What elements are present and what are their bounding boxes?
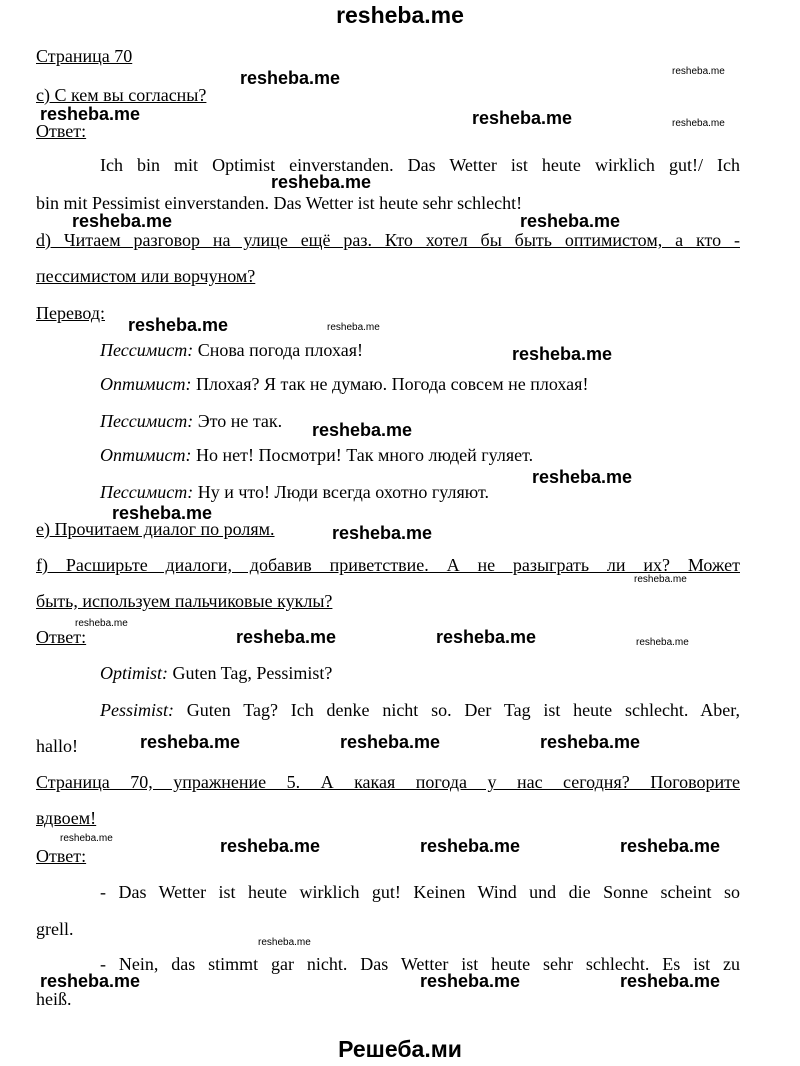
ex5-task-line: Страница 70, упражнение 5. А какая погода у нас сегодня? Поговорите	[36, 772, 740, 792]
ex5-answer-line: grell.	[36, 919, 74, 939]
watermark: resheba.me	[240, 68, 341, 88]
page-heading: Страница 70	[36, 46, 133, 66]
dialog-role: Пессимист:	[100, 340, 194, 360]
dialog-line	[100, 444, 533, 466]
ex5-task-line: вдвоем!	[36, 808, 97, 828]
dialog-role: Пессимист:	[100, 482, 194, 502]
watermark: resheba.me	[540, 732, 641, 752]
watermark: resheba.me	[532, 467, 633, 487]
e-task: e) Прочитаем диалог по ролям.	[36, 519, 275, 539]
watermark: resheba.me	[140, 732, 241, 752]
watermark: resheba.me	[472, 108, 573, 128]
dialog-line	[100, 662, 332, 684]
watermark-small: resheba.me	[634, 574, 687, 585]
watermark-small: resheba.me	[75, 618, 128, 629]
d-question-line: пессимистом или ворчуном?	[36, 266, 256, 286]
watermark: resheba.me	[620, 971, 721, 991]
dialog-continuation: hallo!	[36, 736, 78, 756]
watermark: resheba.me	[271, 172, 372, 192]
watermark: resheba.me	[512, 344, 613, 364]
dialog-line	[100, 699, 740, 721]
dialog-role: Оптимист:	[100, 445, 192, 465]
watermark: resheba.me	[520, 211, 621, 231]
dialog-text: Ну и что! Люди всегда охотно гуляют.	[197, 482, 489, 502]
watermark: resheba.me	[220, 836, 321, 856]
site-footer: Решеба.ми	[338, 1036, 462, 1062]
f-task-line: быть, используем пальчиковые куклы?	[36, 591, 333, 611]
site-header: resheba.me	[336, 2, 464, 28]
dialog-role: Optimist:	[100, 663, 169, 683]
watermark: resheba.me	[340, 732, 441, 752]
dialog-text: Снова погода плохая!	[197, 340, 363, 360]
watermark-small: resheba.me	[60, 833, 113, 844]
ex5-answer-line: heiß.	[36, 989, 72, 1009]
c-answer-line: bin mit Pessimist einverstanden. Das Wetter ist heute sehr schlecht!	[36, 193, 523, 213]
watermark: resheba.me	[40, 971, 141, 991]
dialog-role: Pessimist:	[100, 700, 174, 720]
watermark: resheba.me	[620, 836, 721, 856]
translation-label: Перевод:	[36, 303, 105, 323]
watermark: resheba.me	[312, 420, 413, 440]
watermark: resheba.me	[236, 627, 337, 647]
answer-label: Ответ:	[36, 846, 87, 866]
watermark: resheba.me	[420, 836, 521, 856]
dialog-text: Это не так.	[197, 411, 283, 431]
watermark: resheba.me	[72, 211, 173, 231]
dialog-text: Но нет! Посмотри! Так много людей гуляет.	[195, 445, 534, 465]
ex5-answer-line: - Das Wetter ist heute wirklich gut! Keinen Wind und die Sonne scheint so	[100, 882, 740, 902]
watermark-small: resheba.me	[672, 66, 725, 77]
watermark: resheba.me	[112, 503, 213, 523]
dialog-role: Оптимист:	[100, 374, 192, 394]
f-task-line: f) Расширьте диалоги, добавив приветствие. А не разыграть ли их? Может	[36, 555, 740, 575]
watermark-small: resheba.me	[672, 118, 725, 129]
watermark: resheba.me	[128, 315, 229, 335]
answer-label: Ответ:	[36, 627, 87, 647]
dialog-line	[100, 410, 282, 432]
watermark-small: resheba.me	[327, 322, 380, 333]
dialog-text: Guten Tag, Pessimist?	[172, 663, 333, 683]
watermark: resheba.me	[332, 523, 433, 543]
dialog-role: Пессимист:	[100, 411, 194, 431]
dialog-text: Guten Tag? Ich denke nicht so. Der Tag ist heute schlecht. Aber,	[186, 700, 741, 720]
answer-label: Ответ:	[36, 121, 87, 141]
dialog-line	[100, 481, 489, 503]
watermark: resheba.me	[420, 971, 521, 991]
watermark-small: resheba.me	[636, 637, 689, 648]
watermark-small: resheba.me	[258, 937, 311, 948]
c-question: c) С кем вы согласны?	[36, 85, 207, 105]
dialog-line	[100, 373, 588, 395]
d-question-line: d) Читаем разговор на улице ещё раз. Кто хотел бы быть оптимистом, а кто -	[36, 230, 740, 250]
dialog-text: Плохая? Я так не думаю. Погода совсем не плохая!	[195, 374, 589, 394]
dialog-line	[100, 339, 363, 361]
watermark: resheba.me	[436, 627, 537, 647]
watermark: resheba.me	[40, 104, 141, 124]
c-answer-line: Ich bin mit Optimist einverstanden. Das Wetter ist heute wirklich gut!/ Ich	[100, 155, 740, 175]
ex5-answer-line: - Nein, das stimmt gar nicht. Das Wetter ist heute sehr schlecht. Es ist zu	[100, 954, 740, 974]
